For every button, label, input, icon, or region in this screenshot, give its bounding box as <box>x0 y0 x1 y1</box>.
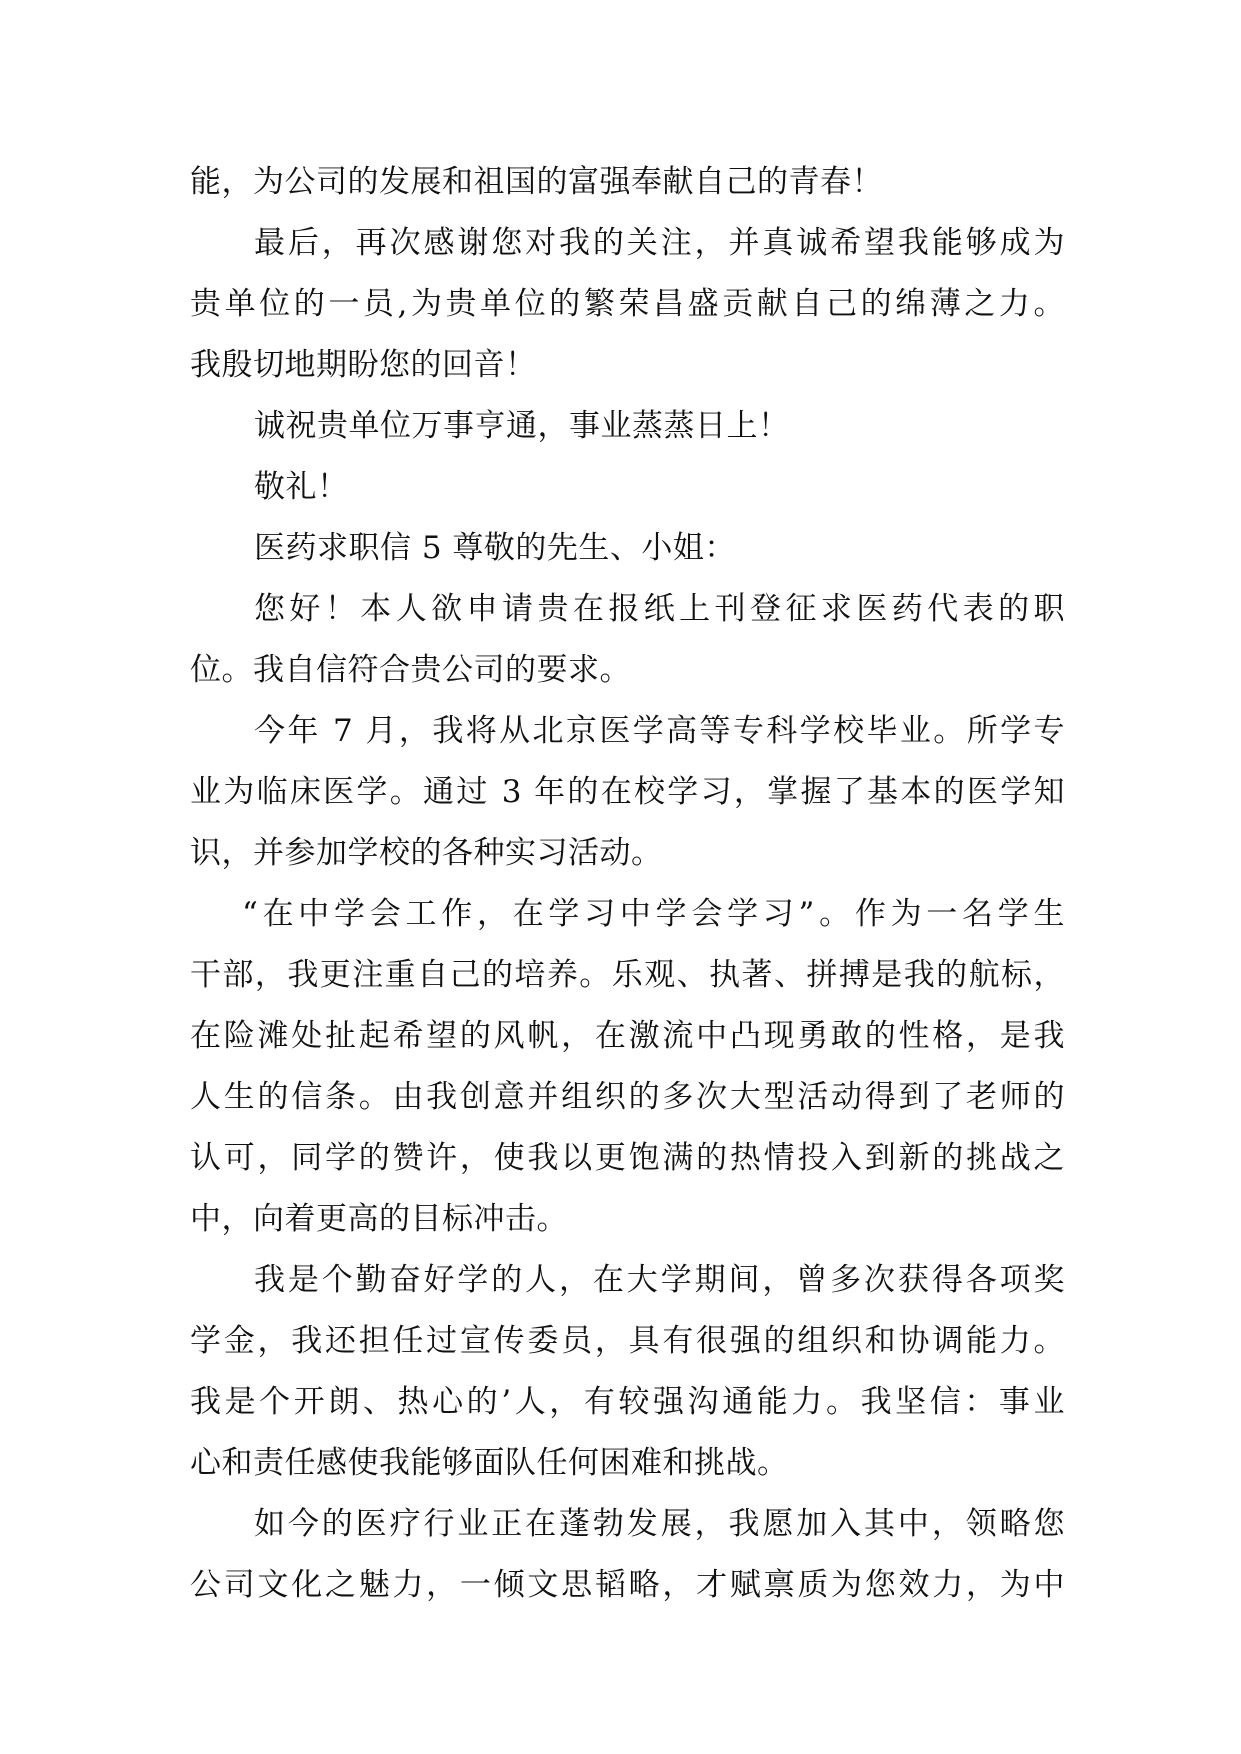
text-line: 诚祝贵单位万事亨通，事业蒸蒸日上！ <box>254 408 790 444</box>
text-line: 我殷切地期盼您的回音！ <box>190 347 537 383</box>
text-line: 我是个开朗、热心的’人，有较强沟通能力。我坚信：事业 <box>190 1384 1065 1420</box>
text-line: 我是个勤奋好学的人，在大学期间，曾多次获得各项奖 <box>254 1262 1065 1298</box>
text-line: 如今的医疗行业正在蓬勃发展，我愿加入其中，领略您 <box>254 1506 1065 1542</box>
text-line: 干部，我更注重自己的培养。乐观、执著、拼搏是我的航标， <box>190 957 1065 993</box>
text-line: 人生的信条。由我创意并组织的多次大型活动得到了老师的 <box>190 1079 1065 1115</box>
text-line: 中，向着更高的目标冲击。 <box>190 1201 568 1237</box>
letter-body <box>190 152 1065 1616</box>
text-line: 识，并参加学校的各种实习活动。 <box>190 835 663 871</box>
text-line: 位。我自信符合贵公司的要求。 <box>190 652 631 688</box>
text-line: 今年 7 月，我将从北京医学高等专科学校毕业。所学专 <box>254 713 1065 749</box>
text-line: 在险滩处扯起希望的风帆，在激流中凸现勇敢的性格，是我 <box>190 1018 1065 1054</box>
text-line: 能，为公司的发展和祖国的富强奉献自己的青春！ <box>190 164 883 200</box>
text-line: 最后，再次感谢您对我的关注，并真诚希望我能够成为 <box>254 225 1065 261</box>
text-line: “在中学会工作，在学习中学会学习”。作为一名学生 <box>242 896 1065 932</box>
text-line: 医药求职信 5 尊敬的先生、小姐： <box>254 530 736 566</box>
text-line: 您好！本人欲申请贵在报纸上刊登征求医药代表的职 <box>254 591 1065 627</box>
text-line: 贵单位的一员,为贵单位的繁荣昌盛贡献自己的绵薄之力。 <box>190 286 1065 322</box>
text-line: 心和责任感使我能够面队任何困难和挑战。 <box>190 1445 789 1481</box>
text-line: 敬礼！ <box>254 469 349 505</box>
text-line: 业为临床医学。通过 3 年的在校学习，掌握了基本的医学知 <box>190 774 1065 810</box>
text-line: 公司文化之魅力，一倾文思韬略，才赋禀质为您效力，为中 <box>190 1567 1065 1603</box>
text-line: 认可，同学的赞许，使我以更饱满的热情投入到新的挑战之 <box>190 1140 1065 1176</box>
text-line: 学金，我还担任过宣传委员，具有很强的组织和协调能力。 <box>190 1323 1065 1359</box>
